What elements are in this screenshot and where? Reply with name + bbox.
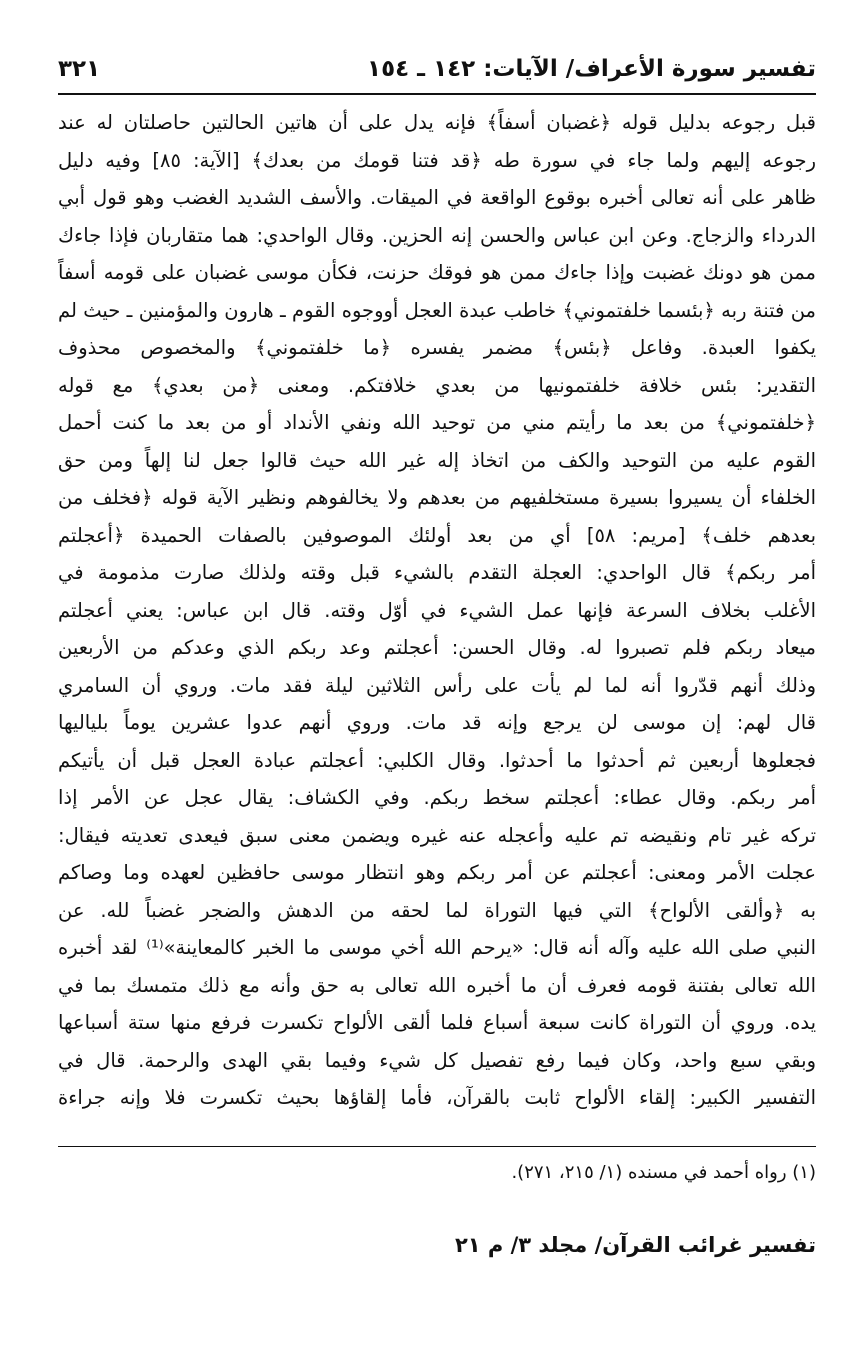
body-text (58, 104, 816, 1117)
text-line: وبقي سبع واحد، وكان فيما رفع تفصيل كل شيء وفيما بقي الهدى والرحمة. قال في (58, 1048, 816, 1072)
running-title: تفسير سورة الأعراف/ الآيات: ١٤٢ ـ ١٥٤ (367, 56, 816, 82)
footnote-divider (58, 1146, 816, 1147)
text-line: الله تعالى بفتنة قومه فعرف أن ما أخبره الله تعالى به حق وأنه مع ذلك متمسك بما في (58, 973, 816, 997)
text-line: فجعلوها أربعين ثم أحدثوا ما أحدثوا. وقال الكلبي: أعجلتم عبادة العجل قبل أن يأتيكم (58, 748, 816, 772)
text-line: الدرداء والزجاج. وعن ابن عباس والحسن إنه الحزين. وقال الواحدي: هما متقاربان فإذا جاءك (58, 223, 816, 247)
header-rule (58, 93, 816, 95)
text-line: تركه غير تام ونقيضه تم عليه وأعجله عنه غيره ويضمن معنى سبق فيعدى تعديته فيقال: (58, 823, 816, 847)
text-line: التفسير الكبير: إلقاء الألواح ثابت بالقرآن، فأما إلقاؤها بحيث تكسرت فلا وإنه جراءة (58, 1086, 816, 1109)
text-line: وذلك أنهم قدّروا أنه لما لم يأت على رأس الثلاثين ليلة فقد مات. وروي أن السامري (58, 673, 816, 697)
text-line: يده. وروي أن التوراة كانت سبعة أسباع فلما ألقى الألواح تكسرت فرفع منها ستة أسباعها (58, 1011, 816, 1034)
text-line: ظاهر على أنه تعالى أخبره بوقوع الواقعة في الميقات. والأسف الشديد الغضب وهو قول أبي (58, 186, 816, 209)
text-line: بعدهم خلف﴾ [مريم: ٥٨] أي من بعد أولئك الموصوفين بالصفات الحميدة ﴿أعجلتم (58, 523, 816, 547)
running-header (58, 50, 816, 88)
page-footer: تفسير غرائب القرآن/ مجلد ٣/ م ٢١ (454, 1233, 816, 1257)
text-line: ميعاد ربكم فلم تصبروا له. وقال الحسن: أعجلتم وعد ربكم الذي وعدكم من الأربعين (58, 636, 816, 659)
text-line: عجلت الأمر ومعنى: أعجلتم عن أمر ربكم وهو انتظار موسى حافظين لعهده وما وصاكم (58, 861, 816, 884)
text-line: يكفوا العبدة. وفاعل ﴿بئس﴾ مضمر يفسره ﴿ما خلفتموني﴾ والمخصوص محذوف (58, 336, 816, 359)
text-line: القوم عليه من التوحيد والكف من اتخاذ إله غير الله حيث قالوا جعل لنا إلهاً ومن حق (58, 448, 816, 472)
text-line: الخلفاء أن يسيروا بسيرة مستخلفيهم من بعدهم ولا يخالفوهم ونظير الآية قوله ﴿فخلف من (58, 486, 816, 509)
footnote: (١) رواه أحمد في مسنده (١/ ٢١٥، ٢٧١). (511, 1162, 816, 1183)
text-line: قال لهم: إن موسى لن يرجع وإنه قد مات. وروي أنهم عدوا عشرين يوماً بلياليها (58, 711, 816, 734)
text-line: من فتنة ربه ﴿بئسما خلفتموني﴾ خاطب عبدة العجل أووجوه القوم ـ هارون والمؤمنين ـ حيث لم (58, 298, 816, 322)
text-line: رجوعه إليهم ولما جاء في سورة طه ﴿قد فتنا قومك من بعدك﴾ [الآية: ٨٥] وفيه دليل (58, 148, 816, 172)
page-number: ٣٢١ (58, 56, 101, 82)
text-line: الأغلب بخلاف السرعة فإنها عمل الشيء في أوّل وقته. قال ابن عباس: يعني أعجلتم (58, 598, 816, 622)
text-line: ﴿خلفتموني﴾ من بعد ما رأيتم مني من توحيد الله ونفي الأنداد أو من بعد ما كنت أحمل (58, 411, 816, 434)
book-page (58, 50, 816, 1350)
text-line: أمر ربكم﴾ قال الواحدي: العجلة التقدم بالشيء قبل وقته ولذلك صارت مذمومة في (58, 561, 816, 584)
text-line: به ﴿وألقى الألواح﴾ التي فيها التوراة لما لحقه من الدهش والضجر غضباً لله. عن (58, 898, 816, 922)
text-line: التقدير: بئس خلافة خلفتمونيها من بعدي خلافتكم. ومعنى ﴿من بعدي﴾ مع قوله (58, 373, 816, 397)
text-line: النبي صلى الله عليه وآله أنه قال: «يرحم الله أخي موسى ما الخبر كالمعاينة»⁽¹⁾ لقد أخبره (58, 936, 816, 959)
text-line: قبل رجوعه بدليل قوله ﴿غضبان أسفاً﴾ فإنه يدل على أن هاتين الحالتين حاصلتان له عند (58, 111, 816, 134)
text-line: ممن هو دونك غضبت وإذا جاءك ممن هو فوقك حزنت، فكأن موسى غضبان على قومه أسفاً (58, 261, 816, 284)
text-line: أمر ربكم. وقال عطاء: أعجلتم سخط ربكم. وفي الكشاف: يقال عجل عن الأمر إذا (58, 786, 816, 809)
